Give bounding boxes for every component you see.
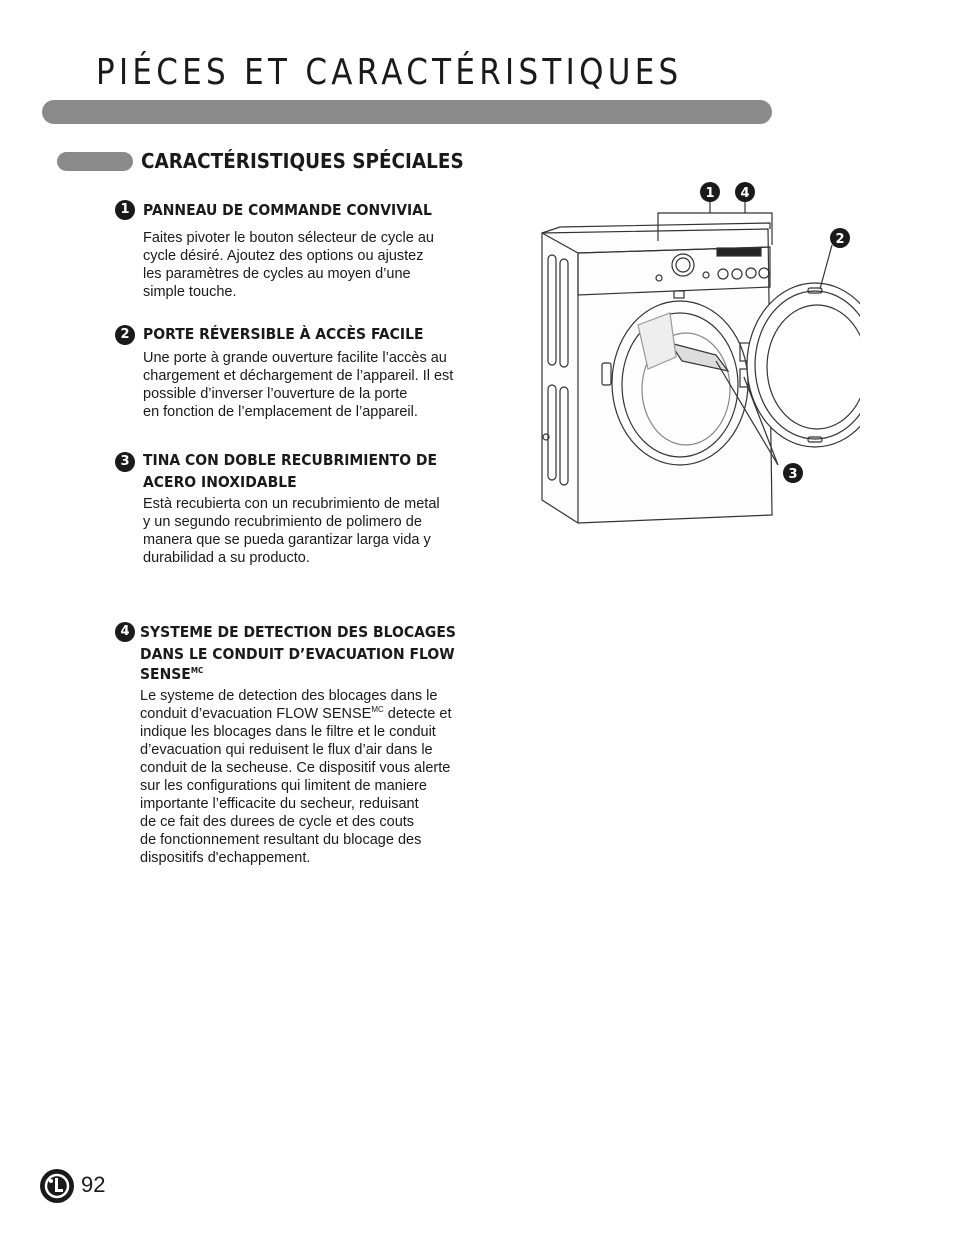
trademark-superscript: MC	[371, 705, 384, 715]
heading-line: ACERO INOXIDABLE	[143, 473, 297, 491]
callout-label: 3	[788, 467, 798, 482]
page-title: PIÉCES ET CARACTÉRISTIQUES	[96, 52, 683, 93]
feature-number-badge: 4	[115, 622, 135, 642]
feature-heading: PANNEAU DE COMMANDE CONVIVIAL	[143, 201, 432, 219]
text-line: y un segundo recubrimiento de polimero de	[143, 514, 422, 530]
trademark-superscript: MC	[190, 665, 204, 675]
text-line: de fonctionnement resultant du blocage des	[140, 832, 422, 848]
section-marker-pill	[57, 152, 133, 171]
text-line: Le systeme de detection des blocages dans le	[140, 688, 438, 704]
text-line: Està recubierta con un recubrimiento de metal	[143, 496, 440, 512]
text-line: possible d’inverser l’ouverture de la porte	[143, 386, 408, 402]
feature-heading: PORTE RÉVERSIBLE À ACCÈS FACILE	[143, 325, 424, 343]
heading-line: TINA CON DOBLE RECUBRIMIENTO DE	[143, 451, 438, 469]
feature-number-badge: 3	[115, 452, 135, 472]
text-line: durabilidad a su producto.	[143, 550, 310, 566]
heading-text: SENSE	[140, 665, 191, 683]
callout-label: 2	[835, 232, 845, 247]
feature-description	[143, 495, 440, 567]
feature-heading	[143, 449, 437, 493]
heading-line-with-sup	[140, 665, 456, 683]
text-line: importante l’efficacite du secheur, reduisant	[140, 796, 419, 812]
text-line: indique les blocages dans le filtre et le conduit	[140, 724, 436, 740]
text-line: conduit de la secheuse. Ce dispositif vous alerte	[140, 760, 451, 776]
feature-number-badge: 2	[115, 325, 135, 345]
text-line: Faites pivoter le bouton sélecteur de cycle au	[143, 230, 434, 246]
page-number: 92	[81, 1172, 106, 1197]
text-segment: conduit d’evacuation FLOW SENSE	[140, 706, 372, 722]
text-line: Une porte à grande ouverture facilite l’accès au	[143, 350, 447, 366]
title-divider-bar	[42, 100, 772, 124]
feature-description	[143, 229, 434, 301]
text-line: chargement et déchargement de l’appareil. Il est	[143, 368, 454, 384]
section-title: CARACTÉRISTIQUES SPÉCIALES	[141, 149, 464, 173]
callout-label: 1	[705, 186, 715, 201]
text-line-with-sup	[140, 705, 451, 723]
lg-logo-icon	[39, 1168, 75, 1204]
text-line: cycle désiré. Ajoutez des options ou ajustez	[143, 248, 424, 264]
feature-description	[140, 687, 451, 867]
text-line: en fonction de l’emplacement de l’appareil.	[143, 404, 418, 420]
feature-heading	[140, 621, 456, 683]
text-line: dispositifs d'echappement.	[140, 850, 311, 866]
callout-label: 4	[740, 186, 750, 201]
text-line: les paramètres de cycles au moyen d’une	[143, 266, 411, 282]
text-line: manera que se pueda garantizar larga vida y	[143, 532, 431, 548]
text-line: de ce fait des durees de cycle et des couts	[140, 814, 415, 830]
text-line: d’evacuation qui reduisent le flux d’air dans le	[140, 742, 433, 758]
feature-description	[143, 349, 453, 421]
heading-line: DANS LE CONDUIT D’EVACUATION FLOW	[140, 645, 455, 663]
heading-line: SYSTEME DE DETECTION DES BLOCAGES	[140, 623, 456, 641]
feature-number-badge: 1	[115, 200, 135, 220]
text-segment: detecte et	[383, 706, 452, 722]
text-line: simple touche.	[143, 284, 237, 300]
dryer-illustration	[520, 175, 860, 535]
text-line: sur les configurations qui limitent de maniere	[140, 778, 427, 794]
